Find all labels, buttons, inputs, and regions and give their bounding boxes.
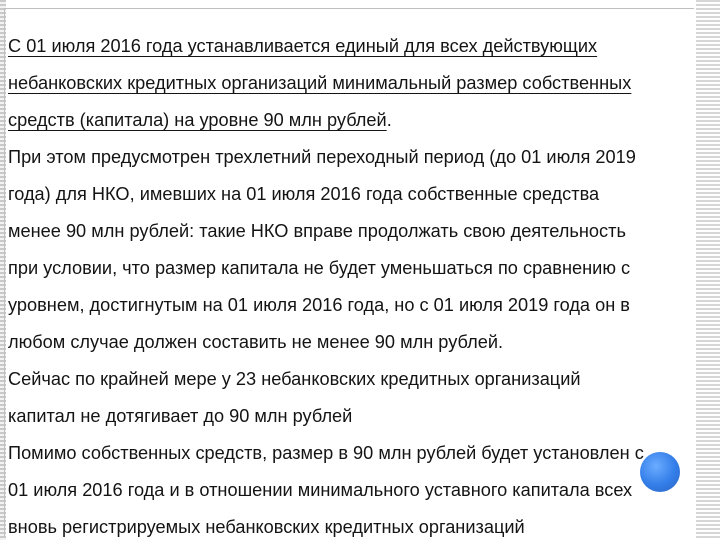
paragraph-2-line-5: уровнем, достигнутым на 01 июля 2016 года, но с 01 июля 2019 года он в xyxy=(8,295,630,315)
paragraph-3-line-1: Сейчас по крайней мере у 23 небанковских кредитных организаций xyxy=(8,369,581,389)
paragraph-2-line-1: При этом предусмотрен трехлетний переходный период (до 01 июля 2019 xyxy=(8,147,636,167)
paragraph-2-line-6: любом случае должен составить не менее 90 млн рублей. xyxy=(8,332,504,352)
paragraph-1-line-2: небанковских кредитных организаций минимальный размер собственных xyxy=(8,73,632,93)
paragraph-1-line-3-text: средств (капитала) на уровне 90 млн рублей xyxy=(8,110,387,130)
paragraph-4-line-3: вновь регистрируемых небанковских кредитных организаций xyxy=(8,517,525,537)
paragraph-4-line-2: 01 июля 2016 года и в отношении минимального уставного капитала всех xyxy=(8,480,633,500)
paragraph-2-line-4: при условии, что размер капитала не будет уменьшаться по сравнению с xyxy=(8,258,631,278)
paragraph-1-line-1: С 01 июля 2016 года устанавливается единый для всех действующих xyxy=(8,36,598,56)
paragraph-2-line-2: года) для НКО, имевших на 01 июля 2016 года собственные средства xyxy=(8,184,600,204)
blue-circle-marker xyxy=(640,452,680,492)
paragraph-2-line-3: менее 90 млн рублей: такие НКО вправе продолжать свою деятельность xyxy=(8,221,626,241)
paragraph-1-line-3 xyxy=(8,102,698,139)
right-decorative-stripe xyxy=(696,0,720,540)
paragraph-1-period: . xyxy=(386,110,392,130)
document-body xyxy=(8,28,698,546)
paragraph-4-line-1: Помимо собственных средств, размер в 90 млн рублей будет установлен с xyxy=(8,443,644,463)
paragraph-3-line-2: капитал не дотягивает до 90 млн рублей xyxy=(8,406,353,426)
